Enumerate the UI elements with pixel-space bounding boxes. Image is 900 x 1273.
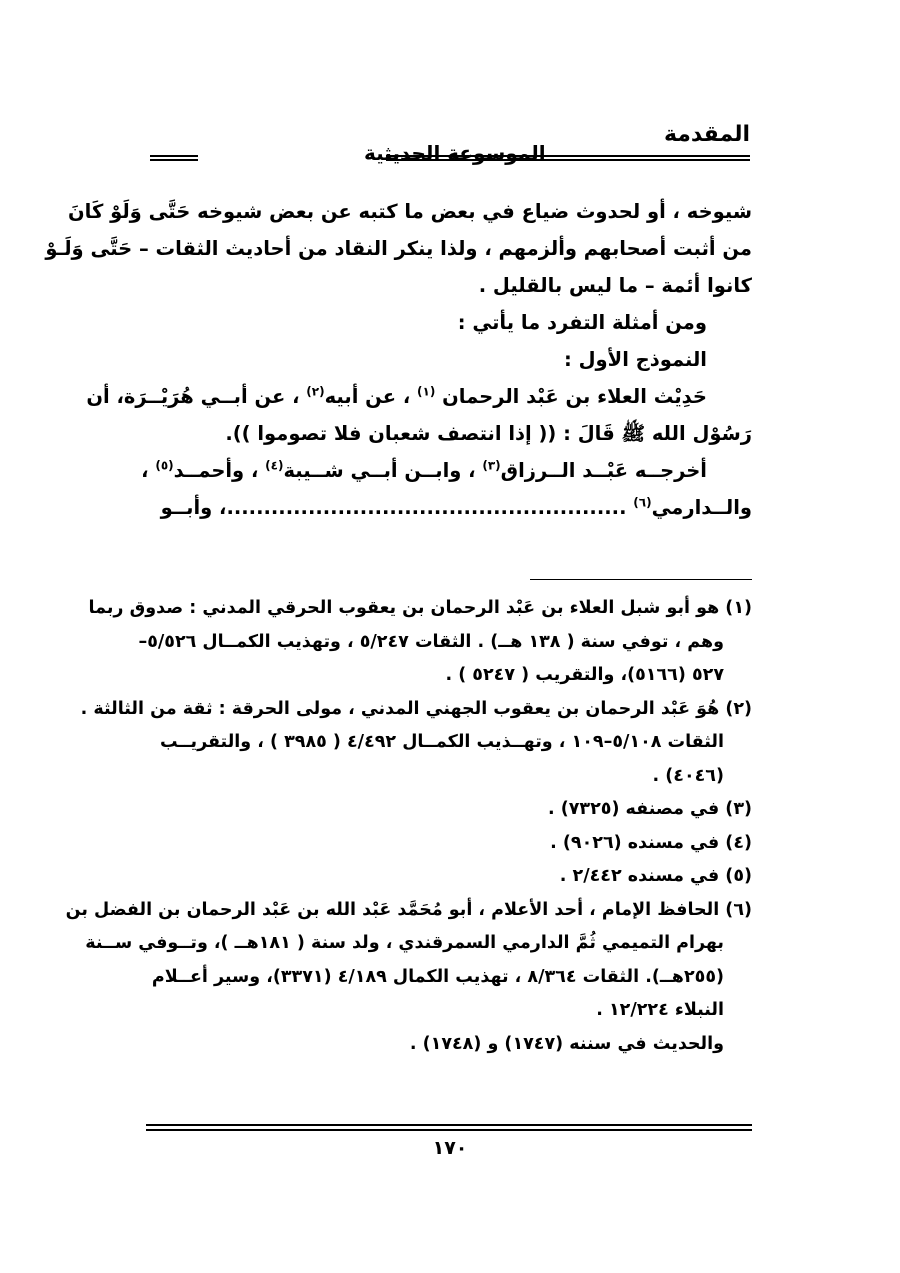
footnote-6-cont: النبلاء ١٢/٢٢٤ . — [596, 1000, 724, 1020]
text-line: من أثبت أصحابهم وألزمهم ، ولذا ينكر النقاد من أحاديث الثقات – حَتَّى وَلَـوْ — [45, 237, 752, 260]
footnote-4: (٤) في مسنده (٩٠٢٦) . — [550, 832, 752, 853]
footnote-6: (٦) الحافظ الإمام ، أحد الأعلام ، أبو مُحَمَّد عَبْد الله بن عَبْد الرحمان بن الفضل بن — [65, 899, 752, 920]
footnote-2: (٢) هُوَ عَبْد الرحمان بن يعقوب الجهني المدني ، مولى الحرقة : ثقة من الثالثة . — [80, 698, 752, 719]
footnote-2-cont: الثقات ٥/١٠٨–١٠٩ ، وتهــذيب الكمــال ٤/٤٩٢ ( ٣٩٨٥ ) ، والتقريــب — [160, 732, 724, 752]
footnote-1-cont: ٥٢٧ (٥١٦٦)، والتقريب ( ٥٢٤٧ ) . — [445, 665, 724, 685]
footnote-ref-5: (٥) — [155, 458, 174, 473]
footnote-2-cont: (٤٠٤٦) . — [652, 765, 724, 786]
footnote-6-cont: (٢٥٥هــ). الثقات ٨/٣٦٤ ، تهذيب الكمال ٤/١٨٩ (٣٣٧١)، وسير أعــلام — [151, 966, 724, 987]
text-line: شيوخه ، أو لحدوث ضياع في بعض ما كتبه عن بعض شيوخه حَتَّى وَلَوْ كَانَ — [68, 200, 752, 223]
text-run: أخرجــه عَبْــد الــرزاق — [500, 459, 707, 482]
footnote-1-cont: وهم ، توفي سنة ( ١٣٨ هــ) . الثقات ٥/٢٤٧ ، وتهذيب الكمــال ٥/٥٢٦– — [138, 631, 724, 652]
footnote-ref-4: (٤) — [265, 458, 284, 473]
footnote-6-cont: والحديث في سننه (١٧٤٧) و (١٧٤٨) . — [409, 1033, 724, 1054]
footnote-ref-2: (٢) — [306, 384, 325, 399]
text-line — [86, 378, 752, 415]
page-number: ١٧٠ — [432, 1137, 468, 1159]
footer-rule-thin — [146, 1129, 752, 1131]
text-line: النموذج الأول : — [564, 348, 707, 371]
text-run: حَدِيْث العلاء بن عَبْد الرحمان — [435, 385, 707, 408]
footnote-separator — [530, 579, 752, 580]
chapter-heading: المقدمة — [663, 122, 750, 147]
header-rule-short — [150, 155, 198, 161]
text-line: ومن أمثلة التفرد ما يأتي : — [457, 311, 707, 334]
footnote-1: (١) هو أبو شبل العلاء بن عَبْد الرحمان بن يعقوب الحرقي المدني : صدوق ربما — [88, 598, 752, 618]
text-line: رَسُوْل الله ﷺ قَالَ : (( إذا انتصف شعبان فلا تصوموا )). — [225, 422, 752, 445]
text-run: ، عن أبيه — [324, 385, 418, 408]
text-line — [141, 452, 752, 489]
main-text — [45, 193, 752, 526]
text-line — [148, 489, 752, 526]
footnote-3: (٣) في مصنفه (٧٣٢٥) . — [547, 799, 752, 819]
text-run: والــدارمي — [651, 496, 752, 519]
footnote-5: (٥) في مسنده ٢/٤٤٢ . — [559, 866, 752, 886]
book-title: الموسوعة الحديثية — [364, 141, 546, 165]
text-run: ، وابــن أبــي شــيبة — [283, 459, 483, 482]
footer-rule-thick — [146, 1124, 752, 1126]
text-run: ، عن أبــي هُرَيْــرَة، أن — [86, 385, 307, 408]
footnote-ref-6: (٦) — [633, 495, 652, 510]
text-run: ، — [141, 459, 156, 482]
footnotes — [65, 592, 752, 1061]
footnote-6-cont: بهرام التميمي ثُمَّ الدارمي السمرقندي ، ولد سنة ( ١٨١هــ )، وتــوفي ســنة — [85, 933, 724, 953]
text-run: ......................................................، وأبــو — [160, 496, 634, 519]
footnote-ref-1: (١) — [417, 384, 436, 399]
text-line: كانوا أئمة – ما ليس بالقليل . — [478, 274, 752, 297]
text-run: ، وأحمــد — [173, 459, 266, 482]
footnote-ref-3: (٣) — [482, 458, 501, 473]
